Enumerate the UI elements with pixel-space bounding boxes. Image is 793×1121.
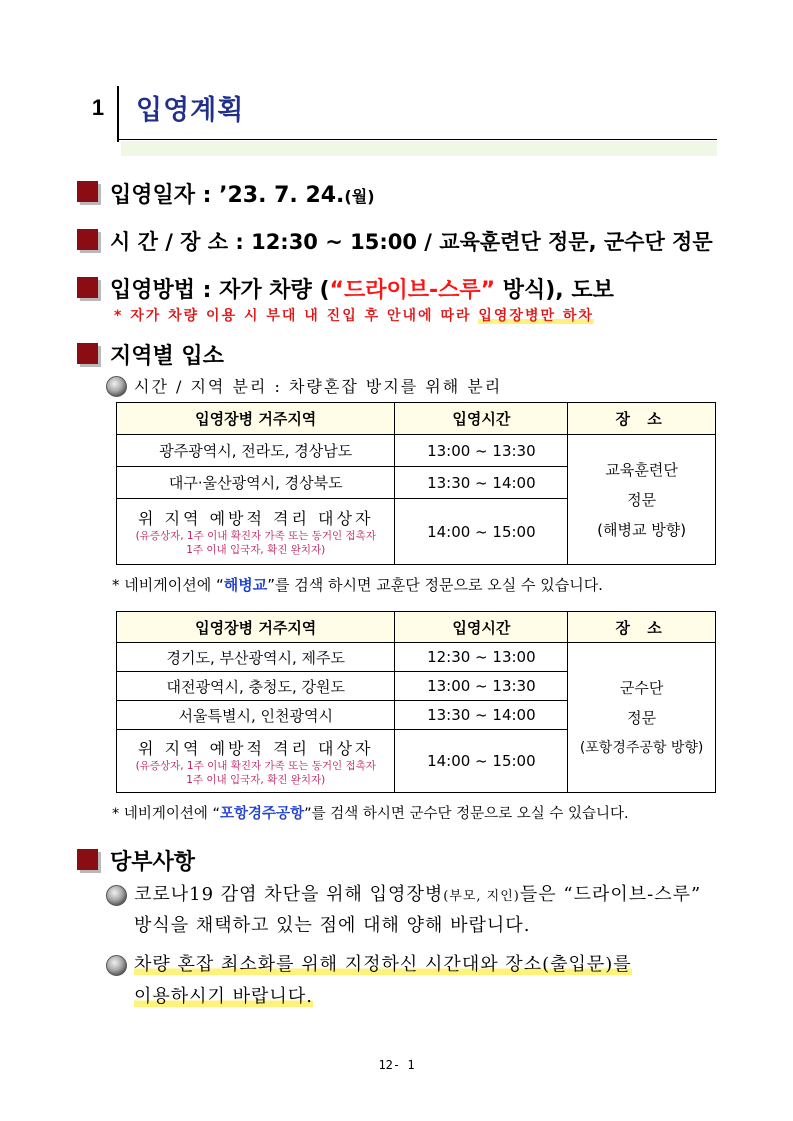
time-cell: 13:00 ~ 13:30	[395, 672, 568, 701]
time-cell: 14:00 ~ 15:00	[395, 499, 568, 565]
square-bullet-icon	[77, 229, 98, 250]
date-label: 입영일자 : ’23. 7. 24.	[110, 183, 345, 208]
time-cell: 13:00 ~ 13:30	[395, 435, 568, 467]
nav-note-text: * 네비게이션에 “	[112, 576, 224, 594]
time-cell: 13:30 ~ 14:00	[395, 467, 568, 499]
place-line-3: (해병교 방향)	[597, 520, 687, 539]
circle-bullet-icon	[106, 376, 127, 397]
method-note-highlight: 입영장병만 하차	[478, 308, 594, 324]
nav-note-1	[112, 574, 603, 595]
place-line-3: (포항경주공항 방향)	[579, 739, 704, 756]
place-line-2: 정문	[627, 708, 657, 727]
region-table-1	[116, 402, 716, 565]
table-row	[117, 643, 716, 672]
notice-text: 들은 “드라이브-스루”	[519, 884, 702, 905]
section-number: 1	[91, 95, 105, 120]
region-note: 1주 이내 입국자, 확진 완치자)	[186, 544, 326, 556]
section-band	[121, 141, 717, 156]
place-line-2: 정문	[627, 490, 657, 509]
table-header: 장 소	[568, 612, 716, 643]
table-header: 입영시간	[395, 612, 568, 643]
notice-text: 코로나19 감염 차단을 위해 입영장병	[134, 884, 444, 905]
method-note	[114, 305, 594, 325]
square-bullet-icon	[77, 277, 98, 298]
notice-paragraph-2	[134, 950, 632, 976]
region-cell: 광주광역시, 전라도, 경상남도	[117, 435, 395, 467]
region-cell: 경기도, 부산광역시, 제주도	[117, 643, 395, 672]
time-cell: 12:30 ~ 13:00	[395, 643, 568, 672]
square-bullet-icon	[77, 181, 98, 202]
place-cell	[568, 435, 716, 565]
place-line-1: 군수단	[619, 678, 664, 697]
region-note: (유증상자, 1주 이내 확진자 가족 또는 동거인 접촉자	[135, 759, 376, 772]
table-header: 입영장병 거주지역	[117, 403, 395, 435]
region-cell	[117, 730, 395, 793]
method-label: 입영방법 : 자가 차량 (	[110, 278, 330, 303]
circle-bullet-icon	[106, 885, 127, 906]
table-header: 장 소	[568, 403, 716, 435]
notice-paragraph-1-cont: 방식을 채택하고 있는 점에 대해 양해 바랍니다.	[134, 915, 531, 936]
place-cell	[568, 643, 716, 793]
notice-paragraph-1	[134, 880, 701, 906]
nav-keyword: 포항경주공항	[220, 806, 305, 822]
section-underline	[117, 139, 717, 140]
table-header: 입영시간	[395, 403, 568, 435]
time-cell: 13:30 ~ 14:00	[395, 701, 568, 730]
method-note-text: * 자가 차량 이용 시 부대 내 진입 후 안내에 따라	[114, 308, 479, 324]
section-title: 입영계획	[136, 95, 245, 126]
circle-bullet-icon	[106, 955, 127, 976]
notice-highlight: 이용하시기 바랍니다.	[134, 986, 313, 1007]
region-cell: 대구·울산광역시, 경상북도	[117, 467, 395, 499]
time-cell: 14:00 ~ 15:00	[395, 730, 568, 793]
region-table-2	[116, 611, 716, 793]
method-line	[110, 273, 614, 304]
date-line	[110, 178, 375, 209]
page-number: 12- 1	[378, 1058, 415, 1072]
notice-highlight: 차량 혼잡 최소화를 위해 지정하신 시간대와 장소(출입문)를	[134, 954, 632, 975]
section-divider	[117, 86, 119, 142]
notice-title: 당부사항	[110, 850, 196, 875]
region-main: 위 지역 예방적 격리 대상자	[138, 509, 374, 528]
region-note: (유증상자, 1주 이내 확진자 가족 또는 동거인 접촉자	[135, 530, 376, 542]
table-row	[117, 435, 716, 467]
time-place-line: 시 간 / 장 소 : 12:30 ~ 15:00 / 교육훈련단 정문, 군수단 정문	[110, 230, 713, 254]
nav-note-2	[112, 802, 629, 823]
region-subtitle: 시간 / 지역 분리 : 차량혼잡 방지를 위해 분리	[134, 377, 503, 396]
square-bullet-icon	[77, 849, 98, 870]
region-title: 지역별 입소	[110, 344, 224, 369]
region-main: 위 지역 예방적 격리 대상자	[138, 738, 374, 758]
region-cell	[117, 499, 395, 565]
date-day: (월)	[344, 187, 375, 206]
square-bullet-icon	[77, 343, 98, 364]
region-cell: 서울특별시, 인천광역시	[117, 701, 395, 730]
notice-text-small: (부모, 지인)	[443, 889, 520, 904]
notice-paragraph-2-cont	[134, 982, 313, 1008]
drive-thru-text: “드라이브-스루”	[329, 278, 496, 303]
region-cell: 대전광역시, 충청도, 강원도	[117, 672, 395, 701]
nav-note-text: ”를 검색 하시면 교훈단 정문으로 오실 수 있습니다.	[267, 576, 603, 594]
region-note: 1주 이내 입국자, 확진 완치자)	[186, 773, 326, 786]
nav-note-text: * 네비게이션에 “	[112, 806, 221, 822]
place-line-1: 교육훈련단	[605, 460, 678, 479]
table-header: 입영장병 거주지역	[117, 612, 395, 643]
method-label-tail: 방식), 도보	[495, 278, 614, 303]
nav-note-text: ”를 검색 하시면 군수단 정문으로 오실 수 있습니다.	[304, 806, 629, 822]
nav-keyword: 해병교	[223, 576, 268, 594]
